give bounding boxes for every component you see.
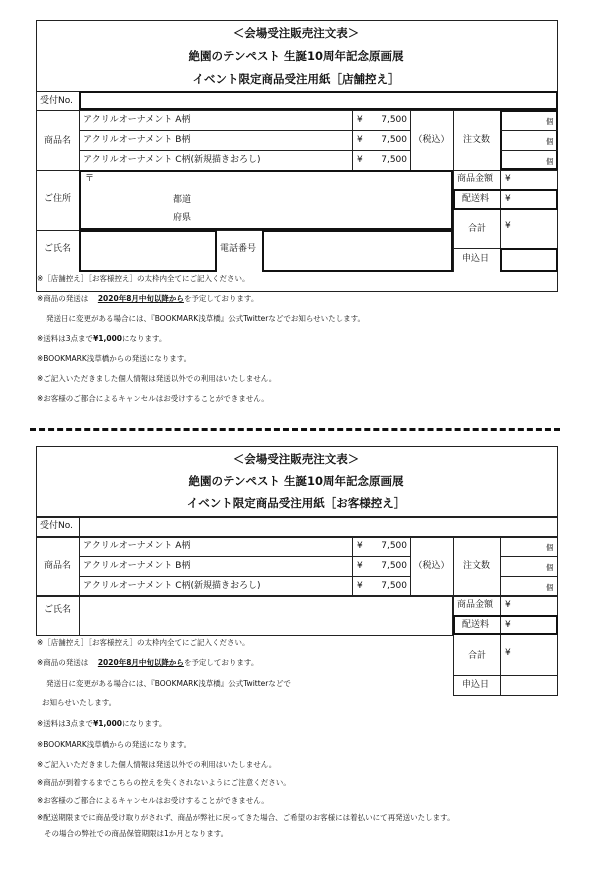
store-total-yen: ¥ [505,221,511,231]
customer-amount-label: 商品金額 [457,600,494,610]
customer-date-label: 申込日 [462,680,490,690]
store-item-b-yen: ¥ [357,135,363,145]
store-shipping-yen: ¥ [505,194,511,204]
customer-heading: ＜会場受注販売注文表＞ [232,452,360,466]
store-event-title: 絶園のテンペスト 生誕10周年記念原画展 [188,49,404,63]
store-phone-field[interactable] [262,230,453,272]
store-note-2: ※商品の発送は 2020年8月中旬以降からを予定しております。 [37,294,259,303]
customer-item-b-yen: ¥ [357,561,363,571]
customer-event-title: 絶園のテンペスト 生誕10周年記念原画展 [188,474,404,488]
store-pref-line2: 府県 [173,213,192,223]
store-shipping-label: 配送料 [462,194,490,204]
store-address-field[interactable] [79,170,453,230]
store-total-label: 合計 [468,224,487,234]
customer-note-3b: お知らせいたします。 [42,698,117,707]
store-note-5: ※BOOKMARK浅草橋からの発送になります。 [37,354,192,363]
store-item-b-price: 7,500 [381,135,407,145]
customer-product-label: 商品名 [44,561,72,571]
store-name-label: ご氏名 [44,244,72,254]
customer-item-a-yen: ¥ [357,541,363,551]
store-address-label: ご住所 [44,194,72,204]
store-item-c-yen: ¥ [357,155,363,165]
store-item-c-name: アクリルオーナメント C柄(新規描きおろし) [83,155,261,165]
customer-total-label: 合計 [468,651,487,661]
customer-note-3a: 発送日に変更がある場合には、『BOOKMARK浅草橋』公式Twitterなどで [46,679,291,688]
customer-qty-b-unit: 個 [546,563,554,572]
customer-form-title: イベント限定商品受注用紙［お客様控え］ [186,496,406,510]
store-note-6: ※ご記入いただきました個人情報は発送以外での利用はいたしません。 [37,374,277,383]
customer-item-c-price: 7,500 [381,581,407,591]
customer-shipping-yen: ¥ [505,620,511,630]
customer-qty-label: 注文数 [462,561,490,571]
store-pref-line1: 都道 [173,195,192,205]
customer-item-c-yen: ¥ [357,581,363,591]
customer-qty-a-unit: 個 [546,543,554,552]
store-qty-c-unit: 個 [546,157,554,166]
customer-note-10: その場合の弊社での商品保管期限は1か月となります。 [44,829,229,838]
store-note-4: ※送料は3点まで¥1,000になります。 [37,334,167,343]
store-name-field[interactable] [79,230,217,272]
customer-note-9: ※配送期限までに商品受け取りがされず、商品が弊社に戻ってきた場合、ご希望のお客様には着払いにて再発送いたします。 [37,813,455,822]
customer-name-label: ご氏名 [44,605,72,615]
customer-tax-note: （税込） [413,561,450,571]
store-amount-label: 商品金額 [457,174,494,184]
store-heading: ＜会場受注販売注文表＞ [232,26,360,40]
store-note-7: ※お客様のご都合によるキャンセルはお受けすることができません。 [37,394,269,403]
store-tax-note: （税込） [413,135,450,145]
store-date-label: 申込日 [462,254,490,264]
customer-item-a-name: アクリルオーナメント A柄 [83,541,191,551]
customer-note-8: ※お客様のご都合によるキャンセルはお受けすることができません。 [37,796,269,805]
store-form-title: イベント限定商品受注用紙［店舗控え］ [192,72,400,86]
store-note-1: ※［店舗控え］［お客様控え］の太枠内全てにご記入ください。 [37,274,250,283]
cut-line [30,428,560,435]
customer-receipt-no-label: 受付No. [40,521,73,531]
customer-item-b-price: 7,500 [381,561,407,571]
customer-note-6: ※ご記入いただきました個人情報は発送以外での利用はいたしません。 [37,760,277,769]
customer-note-1: ※［店舗控え］［お客様控え］の太枠内全てにご記入ください。 [37,638,250,647]
store-product-label: 商品名 [44,136,72,146]
customer-note-2: ※商品の発送は 2020年8月中旬以降からを予定しております。 [37,658,259,667]
customer-note-5: ※BOOKMARK浅草橋からの発送になります。 [37,740,192,749]
store-item-a-yen: ¥ [357,115,363,125]
store-note-3: 発送日に変更がある場合には、『BOOKMARK浅草橋』公式Twitterなどでお知らせいたします。 [46,314,366,323]
store-receipt-no-field[interactable] [79,91,558,110]
store-item-c-price: 7,500 [381,155,407,165]
store-postal-mark: 〒 [85,174,95,184]
customer-note-4: ※送料は3点まで¥1,000になります。 [37,719,167,728]
store-item-a-price: 7,500 [381,115,407,125]
store-receipt-no-label: 受付No. [40,96,73,106]
store-qty-a-unit: 個 [546,117,554,126]
store-item-b-name: アクリルオーナメント B柄 [83,135,191,145]
store-date-field[interactable] [500,248,558,272]
store-amount-yen: ¥ [505,174,511,184]
customer-total-yen: ¥ [505,648,511,658]
store-item-a-name: アクリルオーナメント A柄 [83,115,191,125]
customer-qty-c-unit: 個 [546,583,554,592]
store-phone-label: 電話番号 [220,244,257,254]
customer-item-b-name: アクリルオーナメント B柄 [83,561,191,571]
customer-amount-yen: ¥ [505,600,511,610]
store-qty-b-unit: 個 [546,137,554,146]
customer-note-7: ※商品が到着するまでこちらの控えを失くされないようにご注意ください。 [37,778,291,787]
customer-item-c-name: アクリルオーナメント C柄(新規描きおろし) [83,581,261,591]
customer-item-a-price: 7,500 [381,541,407,551]
customer-shipping-label: 配送料 [462,620,490,630]
store-qty-label: 注文数 [462,135,490,145]
